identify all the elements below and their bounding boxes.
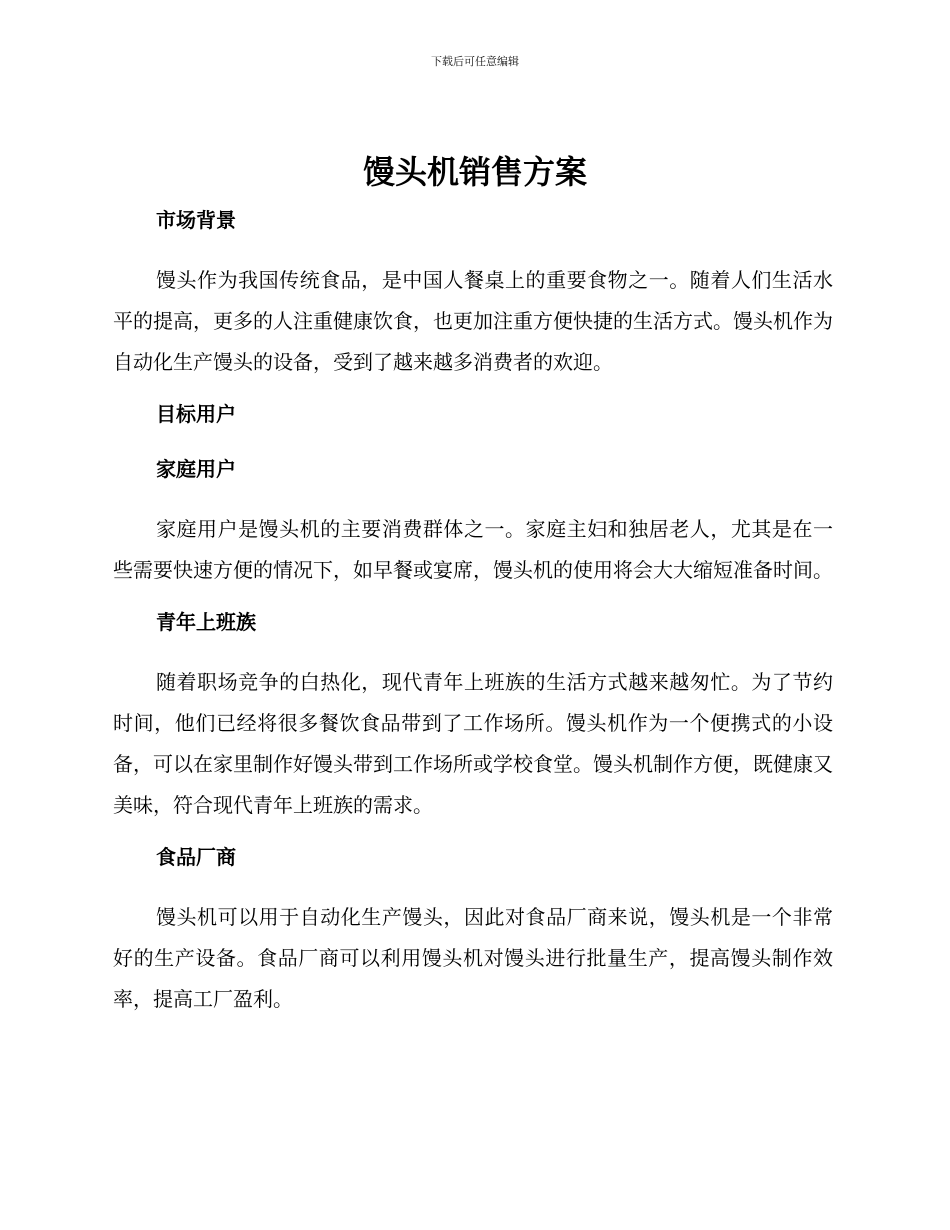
- document-title: 馒头机销售方案: [362, 153, 587, 191]
- section-body-market-background: 馒头作为我国传统食品，是中国人餐桌上的重要食物之一。随着人们生活水平的提高，更多的人注重健康饮食，也更加注重方便快捷的生活方式。馒头机作为自动化生产馒头的设备，受到了越来越多消费者的欢迎。: [113, 268, 833, 374]
- section-heading-food-manufacturers: 食品厂商: [156, 845, 236, 869]
- section-body-family-users: 家庭用户是馒头机的主要消费群体之一。家庭主妇和独居老人，尤其是在一些需要快速方便的情况下，如早餐或宴席，馒头机的使用将会大大缩短准备时间。: [113, 517, 833, 582]
- section-heading-young-workers: 青年上班族: [156, 610, 256, 634]
- document-body: [113, 205, 833, 1020]
- section-heading-target-users: 目标用户: [156, 402, 236, 426]
- section-body-young-workers: 随着职场竞争的白热化，现代青年上班族的生活方式越来越匆忙。为了节约时间，他们已经将很多餐饮食品带到了工作场所。馒头机作为一个便携式的小设备，可以在家里制作好馒头带到工作场所或学校食堂。馒头机制作方便，既健康又美味，符合现代青年上班族的需求。: [113, 670, 833, 817]
- section-heading-family-users: 家庭用户: [156, 457, 236, 481]
- section-body-food-manufacturers: 馒头机可以用于自动化生产馒头，因此对食品厂商来说，馒头机是一个非常好的生产设备。食品厂商可以利用馒头机对馒头进行批量生产，提高馒头制作效率，提高工厂盈利。: [113, 905, 833, 1011]
- header-note: 下载后可任意编辑: [431, 56, 519, 68]
- section-heading-market-background: 市场背景: [156, 208, 236, 232]
